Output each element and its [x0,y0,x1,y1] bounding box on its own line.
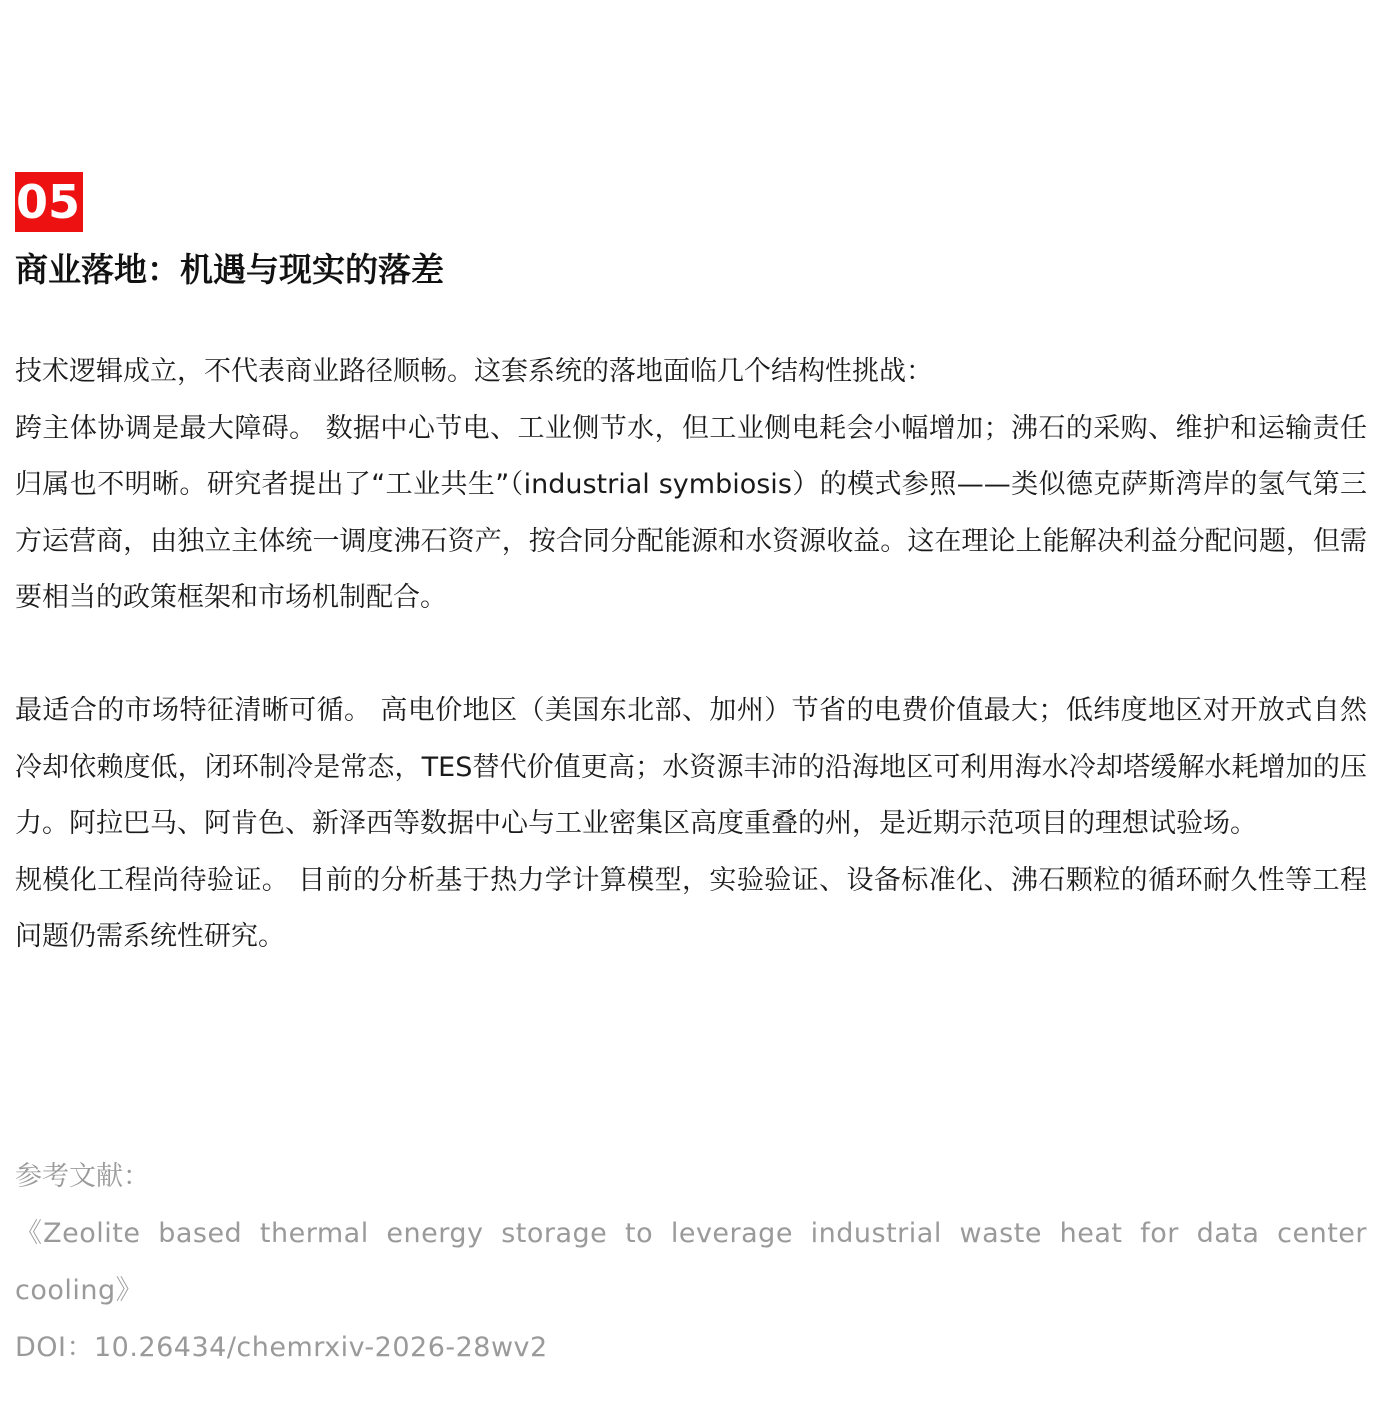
references-section [15,1148,1367,1376]
scaling-paragraph: 规模化工程尚待验证。 目前的分析基于热力学计算模型，实验验证、设备标准化、沸石颗粒的循环耐久性等工程问题仍需系统性研究。 [15,864,1367,952]
paragraph-spacer [15,627,1367,684]
section-number-badge: 05 [15,172,83,232]
intro-paragraph: 技术逻辑成立，不代表商业路径顺畅。这套系统的落地面临几个结构性挑战： [15,356,933,387]
references-label: 参考文献： [15,1161,150,1192]
article-body [15,344,1367,966]
article-section [15,172,1367,966]
section-title: 商业落地：机遇与现实的落差 [15,250,444,289]
coordination-paragraph: 跨主体协调是最大障碍。 数据中心节电、工业侧节水，但工业侧电耗会小幅增加；沸石的采购、维护和运输责任归属也不明晰。研究者提出了“工业共生”（industrial symbiosis）的模式参照——类似德克萨斯湾岸的氢气第三方运营商，由独立主体统一调度沸石资产，按合同分配能源和水资源收益。这在理论上能解决利益分配问题，但需要相当的政策框架和市场机制配合。 [15,412,1367,613]
reference-title: 《Zeolite based thermal energy storage to leverage industrial waste heat for data center cooling》 [15,1218,1367,1306]
markets-paragraph: 最适合的市场特征清晰可循。 高电价地区（美国东北部、加州）节省的电费价值最大；低纬度地区对开放式自然冷却依赖度低，闭环制冷是常态，TES替代价值更高；水资源丰沛的沿海地区可利用海水冷却塔缓解水耗增加的压力。阿拉巴马、阿肯色、新泽西等数据中心与工业密集区高度重叠的州，是近期示范项目的理想试验场。 [15,695,1367,839]
reference-doi: DOI：10.26434/chemrxiv-2026-28wv2 [15,1332,548,1363]
